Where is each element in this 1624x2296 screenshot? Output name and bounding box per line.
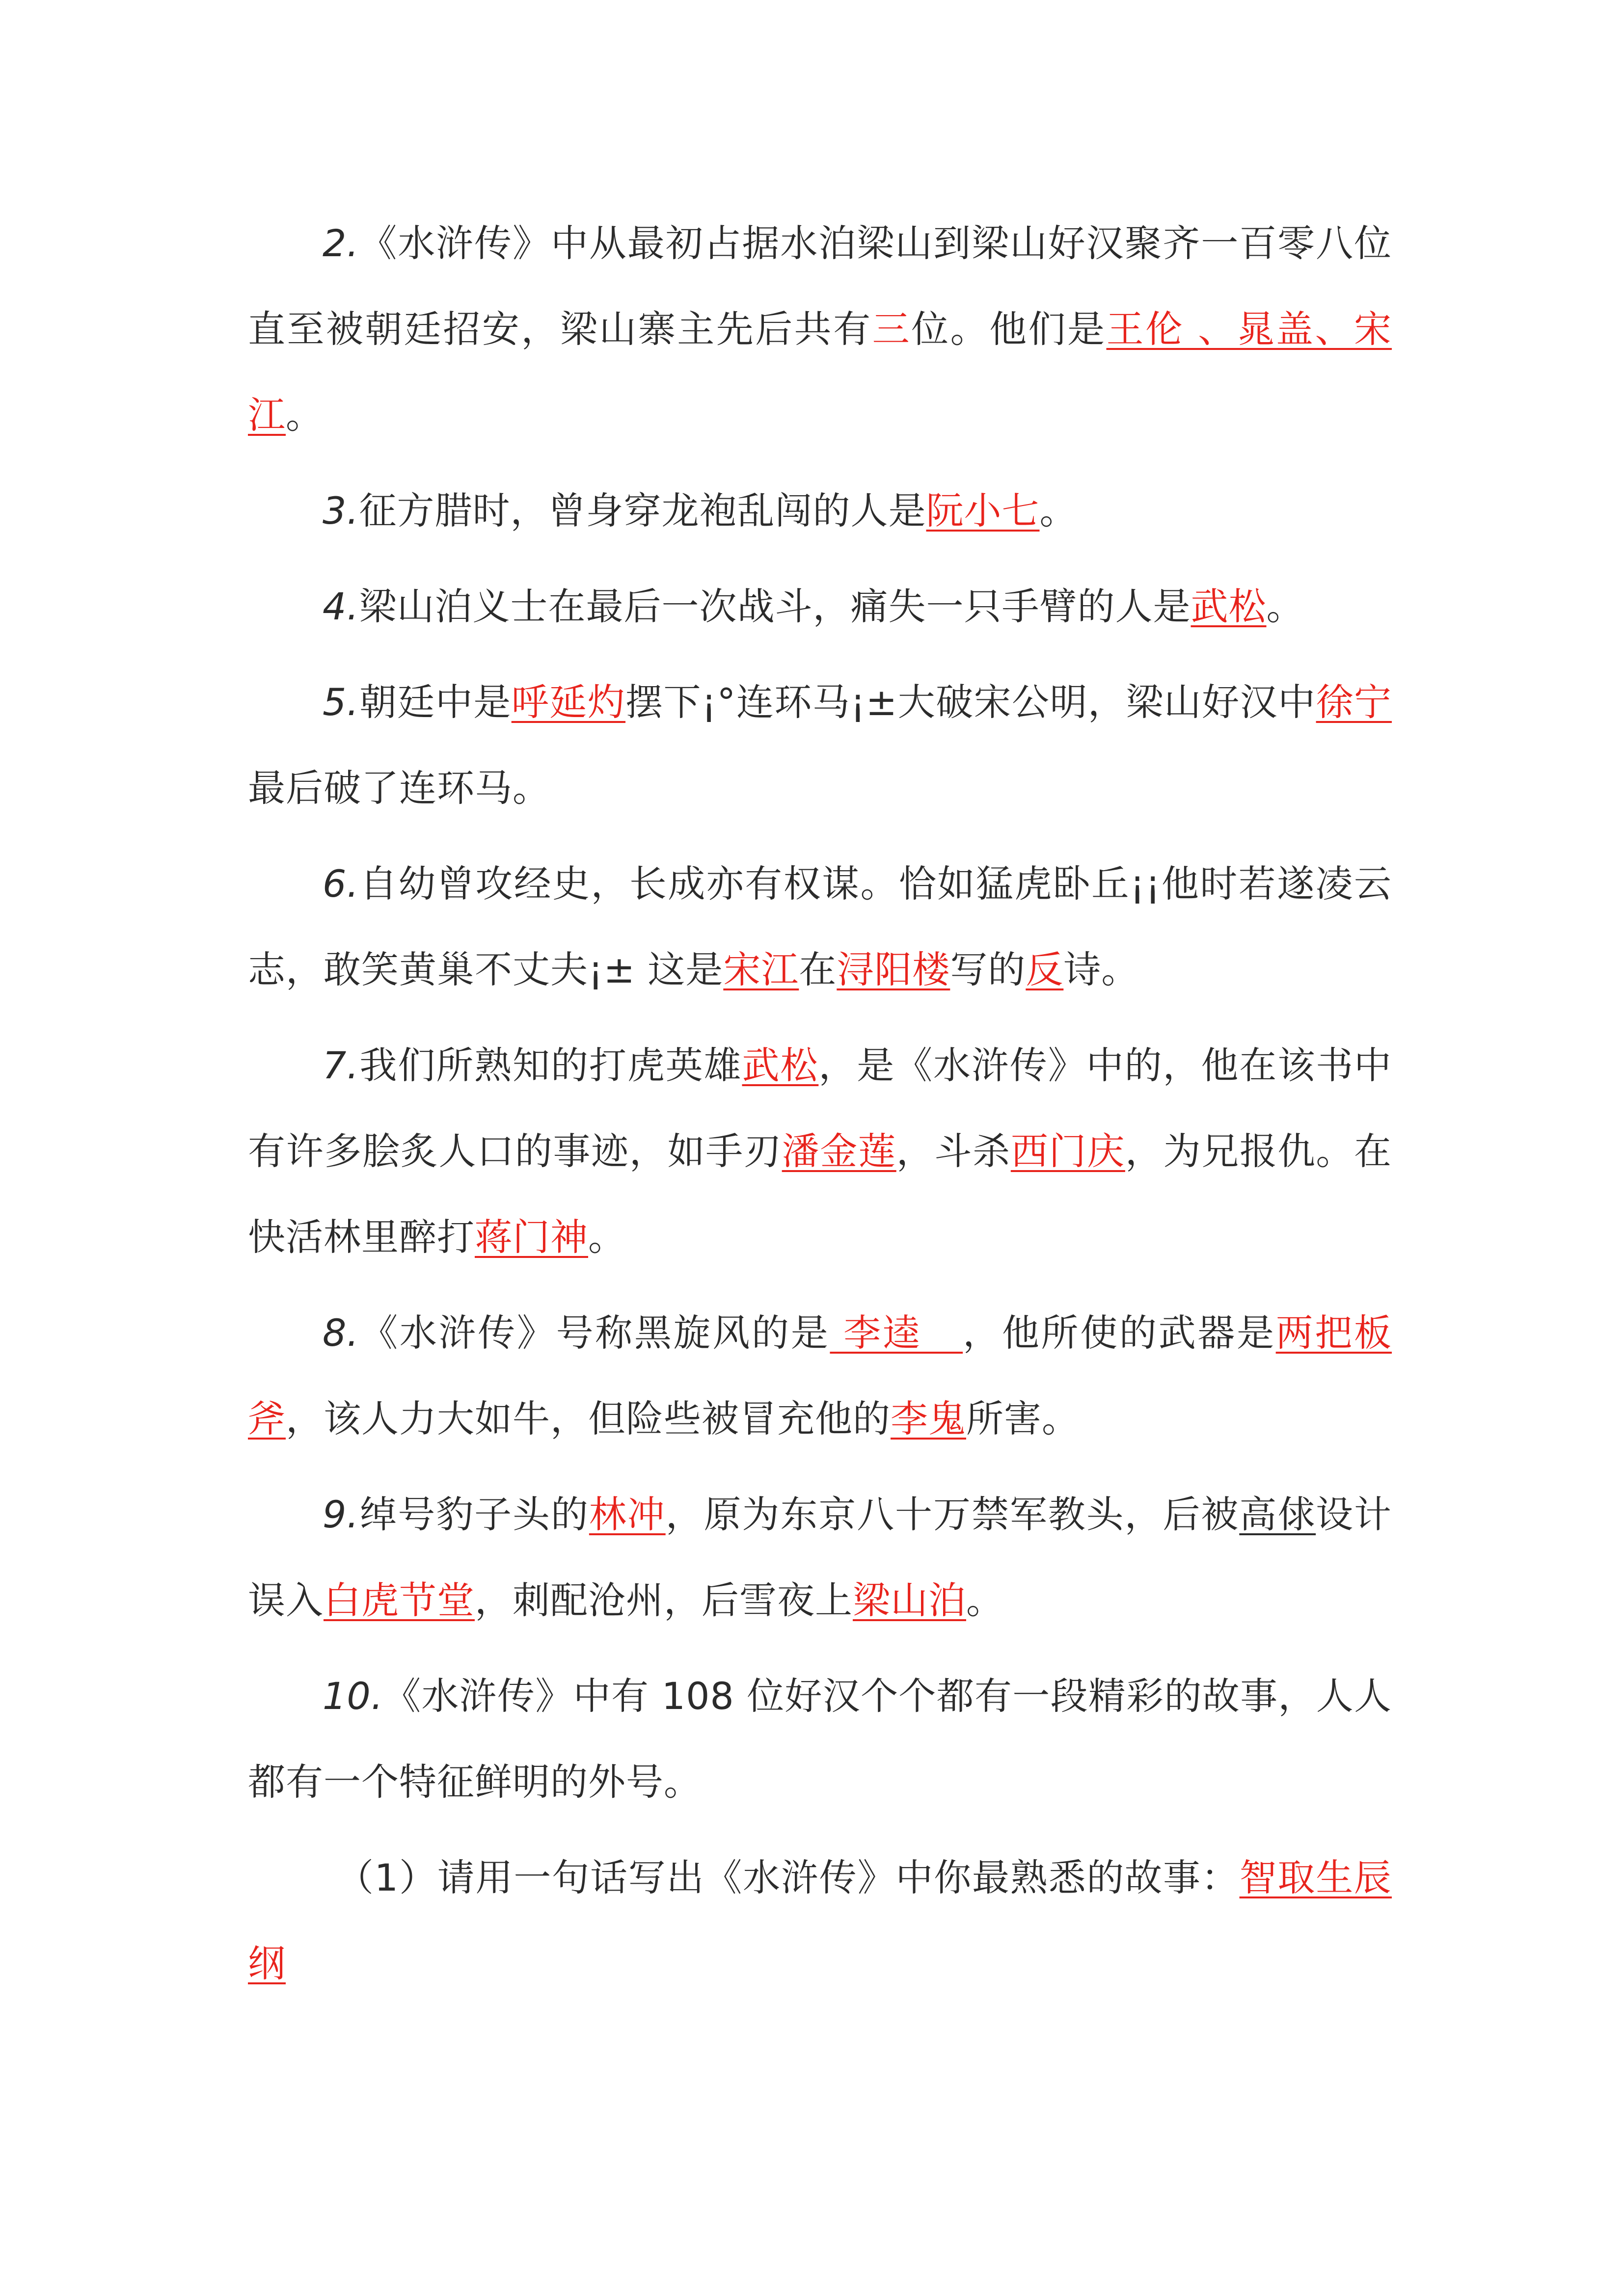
question-text: 我们所熟知的打虎英雄 — [359, 1043, 742, 1087]
question-number: 5. — [323, 680, 359, 724]
question-text: 位。他们是 — [911, 307, 1107, 351]
question-number: 2. — [323, 221, 359, 265]
question-text: ，斗杀 — [896, 1129, 1011, 1173]
question-7 — [248, 1022, 1392, 1280]
question-text: （1）请用一句话写出《水浒传》中你最熟悉的故事： — [336, 1856, 1240, 1899]
question-text: 设计误入 — [248, 1493, 1392, 1622]
question-text: 诗。 — [1063, 948, 1139, 991]
question-number: 7. — [323, 1043, 359, 1087]
answer-blank: 两把板斧 — [248, 1311, 1392, 1441]
answer-blank: 林冲 — [589, 1493, 666, 1536]
question-text: 摆下¡°连环马¡±大破宋公明，梁山好汉中 — [625, 680, 1316, 724]
question-5 — [248, 659, 1392, 831]
question-8 — [248, 1290, 1392, 1462]
question-text: ，原为东京八十万禁军教头，后被 — [665, 1493, 1240, 1536]
question-text: 。 — [966, 1578, 1004, 1622]
answer-blank: 西门庆 — [1010, 1129, 1125, 1173]
question-number: 3. — [323, 489, 359, 533]
answer-blank: 武松 — [742, 1043, 819, 1087]
question-text: 征方腊时，曾身穿龙袍乱闯的人是 — [359, 489, 926, 533]
answer-blank: 徐宁 — [1316, 680, 1392, 724]
question-10 — [248, 1653, 1392, 1825]
question-text: ，是《水浒传》中的，他在该书中有许多脍炙人口的事迹，如手刃 — [248, 1043, 1392, 1173]
question-number: 6. — [323, 862, 359, 906]
question-text: 写的 — [950, 948, 1026, 991]
question-number: 10. — [323, 1674, 383, 1718]
answer-blank: 蒋门神 — [475, 1215, 588, 1259]
question-number: 9. — [323, 1493, 359, 1536]
answer-blank: 反 — [1026, 948, 1064, 991]
question-text: 。 — [286, 393, 324, 437]
question-text: 绰号豹子头的 — [359, 1493, 589, 1536]
question-6 — [248, 841, 1392, 1013]
underlined-name: 高俅 — [1239, 1493, 1316, 1536]
question-number: 4. — [323, 585, 359, 628]
answer-blank: 呼延灼 — [511, 680, 626, 724]
question-text: 。 — [1039, 489, 1078, 533]
answer-blank: 浔阳楼 — [837, 948, 950, 991]
answer-blank: 李鬼 — [891, 1397, 966, 1441]
question-text: ，刺配沧州，后雪夜上 — [475, 1578, 853, 1622]
answer-blank: 李逵 — [830, 1311, 963, 1355]
question-text: ，为兄报仇。在快活林里醉打 — [248, 1129, 1392, 1259]
question-10-1 — [248, 1835, 1392, 2006]
question-3 — [248, 468, 1392, 554]
question-text: 《水浒传》号称黑旋风的是 — [359, 1311, 830, 1355]
answer-blank: 智取生辰纲 — [248, 1856, 1392, 1985]
answer-blank: 梁山泊 — [853, 1578, 966, 1622]
answer-blank: 白虎节堂 — [324, 1578, 475, 1622]
question-text: 所害。 — [966, 1397, 1080, 1441]
answer-blank: 武松 — [1191, 585, 1267, 628]
question-text: 自幼曾攻经史，长成亦有权谋。恰如猛虎卧丘¡¡他时若遂凌云志，敢笑黄巢不丈夫¡± 这是 — [248, 862, 1392, 991]
answer-blank: 宋江 — [723, 948, 799, 991]
question-2 — [248, 200, 1392, 458]
question-number: 8. — [323, 1311, 359, 1355]
answer-blank: 潘金莲 — [782, 1129, 896, 1173]
question-text: 《水浒传》中有 108 位好汉个个都有一段精彩的故事，人人都有一个特征鲜明的外号。 — [248, 1674, 1392, 1804]
question-text: 。 — [1266, 585, 1304, 628]
question-text: 朝廷中是 — [359, 680, 512, 724]
question-text: ，他所使的武器是 — [963, 1311, 1276, 1355]
question-list — [248, 200, 1392, 2016]
question-9 — [248, 1471, 1392, 1643]
question-text: 最后破了连环马。 — [248, 766, 550, 810]
answer-blank: 阮小七 — [926, 489, 1040, 533]
question-4 — [248, 563, 1392, 649]
question-text: 《水浒传》中从最初占据水泊梁山到梁山好汉聚齐一百零八位直至被朝廷招安，梁山寨主先后共有 — [248, 221, 1392, 351]
question-text: 。 — [588, 1215, 626, 1259]
answer-blank: 王伦 、晁盖、宋江 — [248, 307, 1392, 437]
question-text: 在 — [799, 948, 837, 991]
question-text: 梁山泊义士在最后一次战斗，痛失一只手臂的人是 — [359, 585, 1191, 628]
question-text: ，该人力大如牛，但险些被冒充他的 — [286, 1397, 891, 1441]
answer-count: 三 — [872, 307, 912, 351]
